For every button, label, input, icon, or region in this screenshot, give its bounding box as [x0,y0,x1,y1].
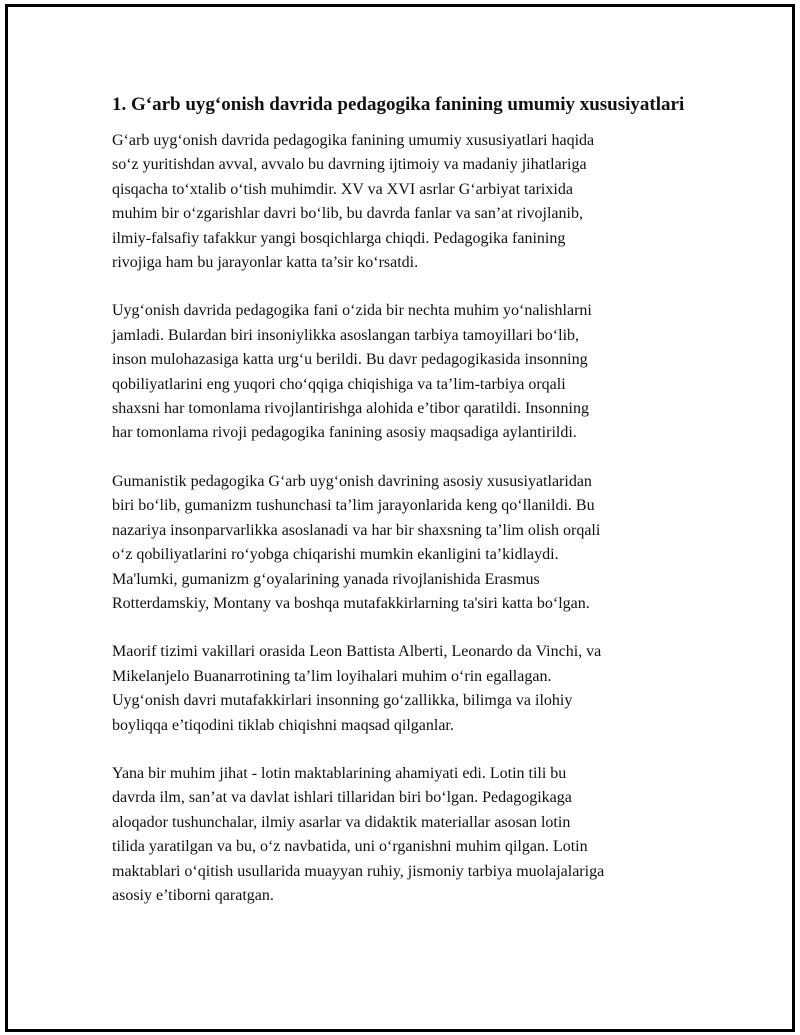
paragraph-2: Uyg‘onish davrida pedagogika fani o‘zida bir nechta muhim yo‘nalishlarni jamladi. Bulardan biri insoniylikka asoslangan tarbiya tamoyillari bo‘lib, inson mulohazasiga katta urg‘u berildi. Bu davr pedagogikasida insonning qobiliyatlarini eng yuqori cho‘qqiga chiqishiga va ta’lim-tarbiya orqali shaxsni har tomonlama rivojlantirishga alohida e’tibor qaratildi. Insonning har tomonlama rivoji pedagogika fanining asosiy maqsadiga aylantirildi. [112,302,592,442]
document-body [112,91,697,932]
paragraph-1: G‘arb uyg‘onish davrida pedagogika fanining umumiy xususiyatlari haqida so‘z yuritishdan avval, avvalo bu davrning ijtimoiy va madaniy jihatlariga qisqacha to‘xtalib o‘tish muhimdir. XV va XVI asrlar G‘arbiyat tarixida muhim bir o‘zgarishlar davri bo‘lib, bu davrda fanlar va san’at rivojlanib, ilmiy-falsafiy tafakkur yangi bosqichlarga chiqdi. Pedagogika fanining rivojiga ham bu jarayonlar katta ta’sir ko‘rsatdi. [112,132,595,272]
paragraph-3: Gumanistik pedagogika G‘arb uyg‘onish davrining asosiy xususiyatlaridan biri bo‘lib, gumanizm tushunchasi ta’lim jarayonlarida keng qo‘llanildi. Bu nazariya insonparvarlikka asoslanadi va har bir shaxsning ta’lim olish orqali o‘z qobiliyatlarini ro‘yobga chiqarishi mumkin ekanligini ta’kidlaydi. Ma'lumki, gumanizm g‘oyalarining yanada rivojlanishida Erasmus Rotterdamskiy, Montany va boshqa mutafakkirlarning ta'siri katta bo‘lgan. [112,472,601,612]
section-title: 1. G‘arb uyg‘onish davrida pedagogika fanining umumiy xususiyatlari [112,94,685,115]
paragraph-5: Yana bir muhim jihat - lotin maktablarining ahamiyati edi. Lotin tili bu davrda ilm, san’at va davlat ishlari tillaridan biri bo‘lgan. Pedagogikaga aloqador tushunchalar, ilmiy asarlar va didaktik materiallar asosan lotin tilida yaratilgan va bu, o‘z navbatida, uni o‘rganishni muhim qilgan. Lotin maktablari o‘qitish usullarida muayyan ruhiy, jismoniy tarbiya muolajalariga asosiy e’tiborni qaratgan. [112,764,605,904]
paragraph-4: Maorif tizimi vakillari orasida Leon Battista Alberti, Leonardo da Vinchi, va Mikelanjelo Buanarrotining ta’lim loyihalari muhim o‘rin egallagan. Uyg‘onish davri mutafakkirlari insonning go‘zallikka, bilimga va ilohiy boyliqqa e’tiqodini tiklab chiqishni maqsad qilganlar. [112,643,602,734]
